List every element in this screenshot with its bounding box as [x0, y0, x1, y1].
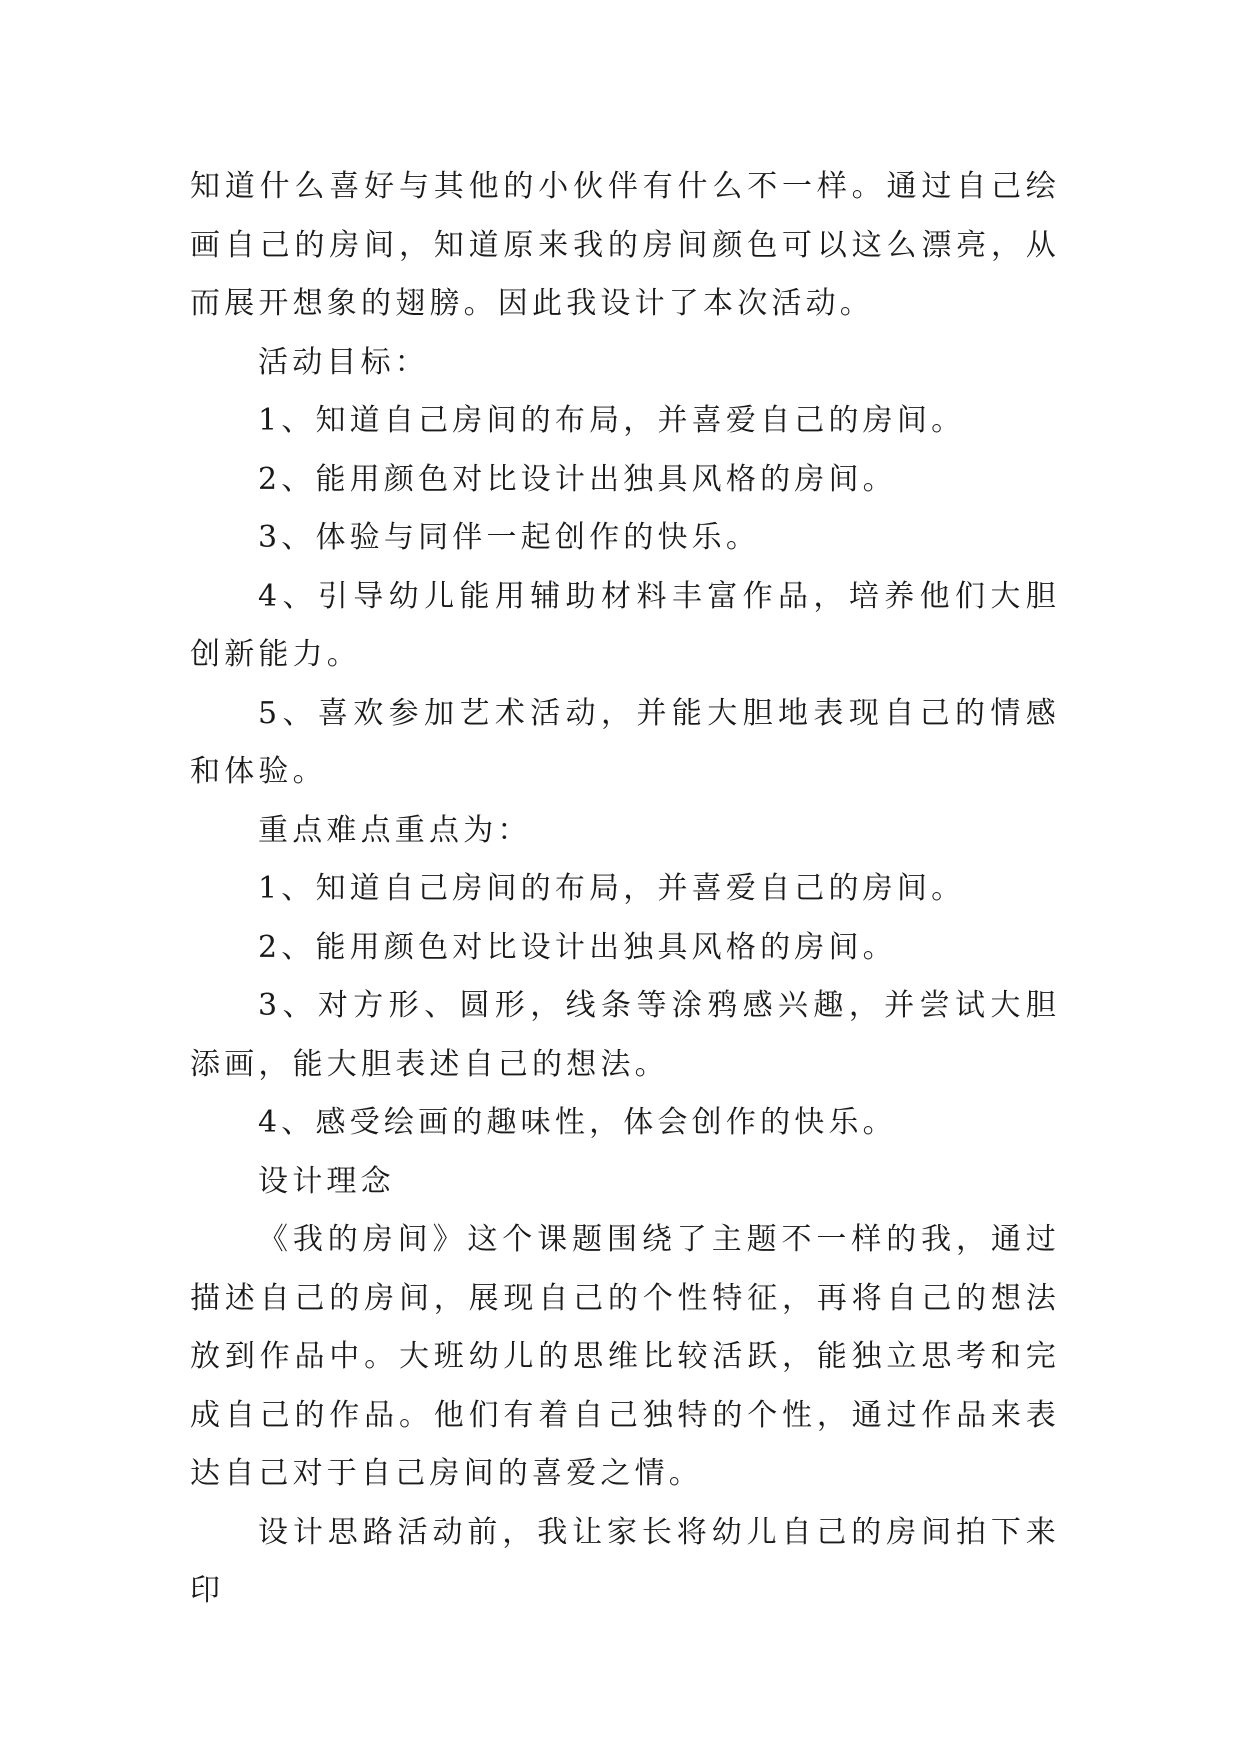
heading-design-concept: 设计理念 [258, 1163, 395, 1199]
paragraph-intro-continuation: 知道什么喜好与其他的小伙伴有什么不一样。通过自己绘画自己的房间，知道原来我的房间颜色可以这么漂亮，从而展开想象的翅膀。因此我设计了本次活动。 [190, 169, 1060, 321]
heading-activity-goals: 活动目标： [258, 344, 429, 380]
goal-item-3: 3、体验与同伴一起创作的快乐。 [258, 520, 761, 555]
heading-key-points: 重点难点重点为： [258, 812, 532, 848]
goal-item-5: 5、喜欢参加艺术活动，并能大胆地表现自己的情感和体验。 [190, 695, 1060, 789]
key-point-item-4: 4、感受绘画的趣味性，体会创作的快乐。 [258, 1105, 897, 1140]
key-point-item-1: 1、知道自己房间的布局，并喜爱自己的房间。 [258, 871, 966, 906]
goal-item-2: 2、能用颜色对比设计出独具风格的房间。 [258, 461, 897, 497]
document-body [190, 158, 1060, 1621]
key-point-item-3: 3、对方形、圆形，线条等涂鸦感兴趣，并尝试大胆添画，能大胆表述自己的想法。 [190, 988, 1060, 1082]
goal-item-4: 4、引导幼儿能用辅助材料丰富作品，培养他们大胆创新能力。 [190, 578, 1060, 672]
key-point-item-2: 2、能用颜色对比设计出独具风格的房间。 [258, 929, 897, 965]
paragraph-design-concept: 《我的房间》这个课题围绕了主题不一样的我，通过描述自己的房间，展现自己的个性特征，再将自己的想法放到作品中。大班幼儿的思维比较活跃，能独立思考和完成自己的作品。他们有着自己独特的个性，通过作品来表达自己对于自己房间的喜爱之情。 [190, 1222, 1060, 1491]
paragraph-design-approach: 设计思路活动前，我让家长将幼儿自己的房间拍下来印 [190, 1514, 1060, 1608]
goal-item-1: 1、知道自己房间的布局，并喜爱自己的房间。 [258, 403, 966, 438]
